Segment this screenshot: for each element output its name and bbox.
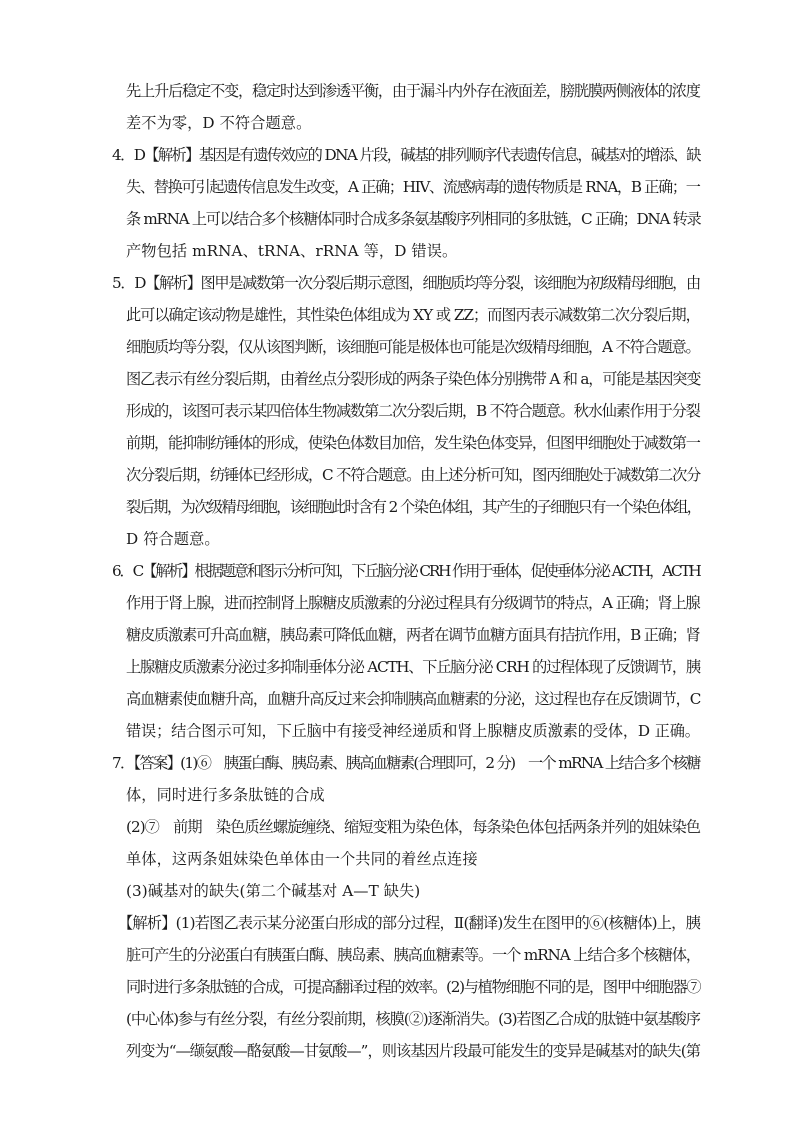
text-line: 糖皮质激素可升高血糖，胰岛素可降低血糖，两者在调节血糖方面具有拮抗作用，B 正确；肾 (126, 626, 700, 644)
text-line: 同时进行多条肽链的合成，可提高翻译过程的效率。(2)与植物细胞不同的是，图甲中细胞器⑦ (126, 978, 701, 996)
text-line: 高血糖素使血糖升高，血糖升高反过来会抑制胰高血糖素的分泌，这过程也存在反馈调节，C (126, 690, 701, 708)
text-line: 6．C【解析】根据题意和图示分析可知，下丘脑分泌 CRH 作用于垂体，促使垂体分泌 ACTH，ACTH (112, 562, 700, 580)
text-line: 5．D【解析】图甲是减数第一次分裂后期示意图，细胞质均等分裂，该细胞为初级精母细胞，由 (112, 274, 700, 292)
text-line: 体，同时进行多条肽链的合成 (126, 786, 325, 804)
text-line: (3)碱基对的缺失(第二个碱基对 A—T 缺失) (126, 882, 421, 900)
text-line: 条 mRNA 上可以结合多个核糖体同时合成多条氨基酸序列相同的多肽链，C 正确；DNA 转录 (126, 210, 701, 228)
text-line: 裂后期，为次级精母细胞，该细胞此时含有 2 个染色体组，其产生的子细胞只有一个染色体组， (126, 498, 701, 516)
text-line: 列变为“—缬氨酸—酪氨酸—甘氨酸—”，则该基因片段最可能发生的变异是碱基对的缺失(第 (126, 1042, 700, 1060)
text-line: 先上升后稳定不变，稳定时达到渗透平衡，由于漏斗内外存在液面差，膀胱膜两侧液体的浓度 (126, 82, 700, 100)
text-line: 脏可产生的分泌蛋白有胰蛋白酶、胰岛素、胰高血糖素等。一个 mRNA 上结合多个核糖体， (126, 946, 700, 964)
text-line: (中心体)参与有丝分裂，有丝分裂前期，核膜(②)逐渐消失。(3)若图乙合成的肽链中氨基酸序 (126, 1010, 700, 1028)
text-line: 单体，这两条姐妹染色单体由一个共同的着丝点连接 (126, 850, 478, 868)
text-line: 差不为零，D 不符合题意。 (126, 114, 312, 132)
text-line: 上腺糖皮质激素分泌过多抑制垂体分泌 ACTH、下丘脑分泌 CRH 的过程体现了反馈调节，胰 (126, 658, 700, 676)
text-line: (2)⑦ 前期 染色质丝螺旋缠绕、缩短变粗为染色体，每条染色体包括两条并列的姐妹染色 (126, 818, 701, 836)
text-line: D 符合题意。 (126, 530, 220, 548)
text-line: 7．【答案】(1)⑥ 胰蛋白酶、胰岛素、胰高血糖素(合理即可，2 分) 一个 mRNA 上结合多个核糖 (112, 754, 700, 772)
text-line: 图乙表示有丝分裂后期，由着丝点分裂形成的两条子染色体分别携带 A 和 a，可能是基因突变 (126, 370, 701, 388)
text-line: 细胞质均等分裂，仅从该图判断，该细胞可能是极体也可能是次级精母细胞，A 不符合题意。 (126, 338, 700, 356)
text-line: 此可以确定该动物是雄性，其性染色体组成为 XY 或 ZZ；而图丙表示减数第二次分裂后期， (126, 306, 700, 324)
text-line: 前期，能抑制纺锤体的形成，使染色体数目加倍，发生染色体变异，但图甲细胞处于减数第一 (126, 434, 700, 452)
text-line: 产物包括 mRNA、tRNA、rRNA 等，D 错误。 (126, 242, 458, 260)
text-line: 失、替换可引起遗传信息发生改变，A 正确；HIV、流感病毒的遗传物质是 RNA，B 正确；一 (126, 178, 700, 196)
text-line: 作用于肾上腺，进而控制肾上腺糖皮质激素的分泌过程具有分级调节的特点，A 正确；肾上腺 (126, 594, 700, 612)
text-line: 【解析】(1)若图乙表示某分泌蛋白形成的部分过程，Ⅱ(翻译)发生在图甲的⑥(核糖体)上，胰 (118, 914, 700, 932)
text-line: 错误；结合图示可知，下丘脑中有接受神经递质和肾上腺糖皮质激素的受体，D 正确。 (126, 722, 700, 740)
text-line: 形成的，该图可表示某四倍体生物减数第二次分裂后期，B 不符合题意。秋水仙素作用于分裂 (126, 402, 700, 420)
text-line: 次分裂后期，纺锤体已经形成，C 不符合题意。由上述分析可知，图丙细胞处于减数第二次分 (126, 466, 701, 484)
text-line: 4．D【解析】基因是有遗传效应的 DNA 片段，碱基的排列顺序代表遗传信息，碱基对的增添、缺 (112, 146, 700, 164)
